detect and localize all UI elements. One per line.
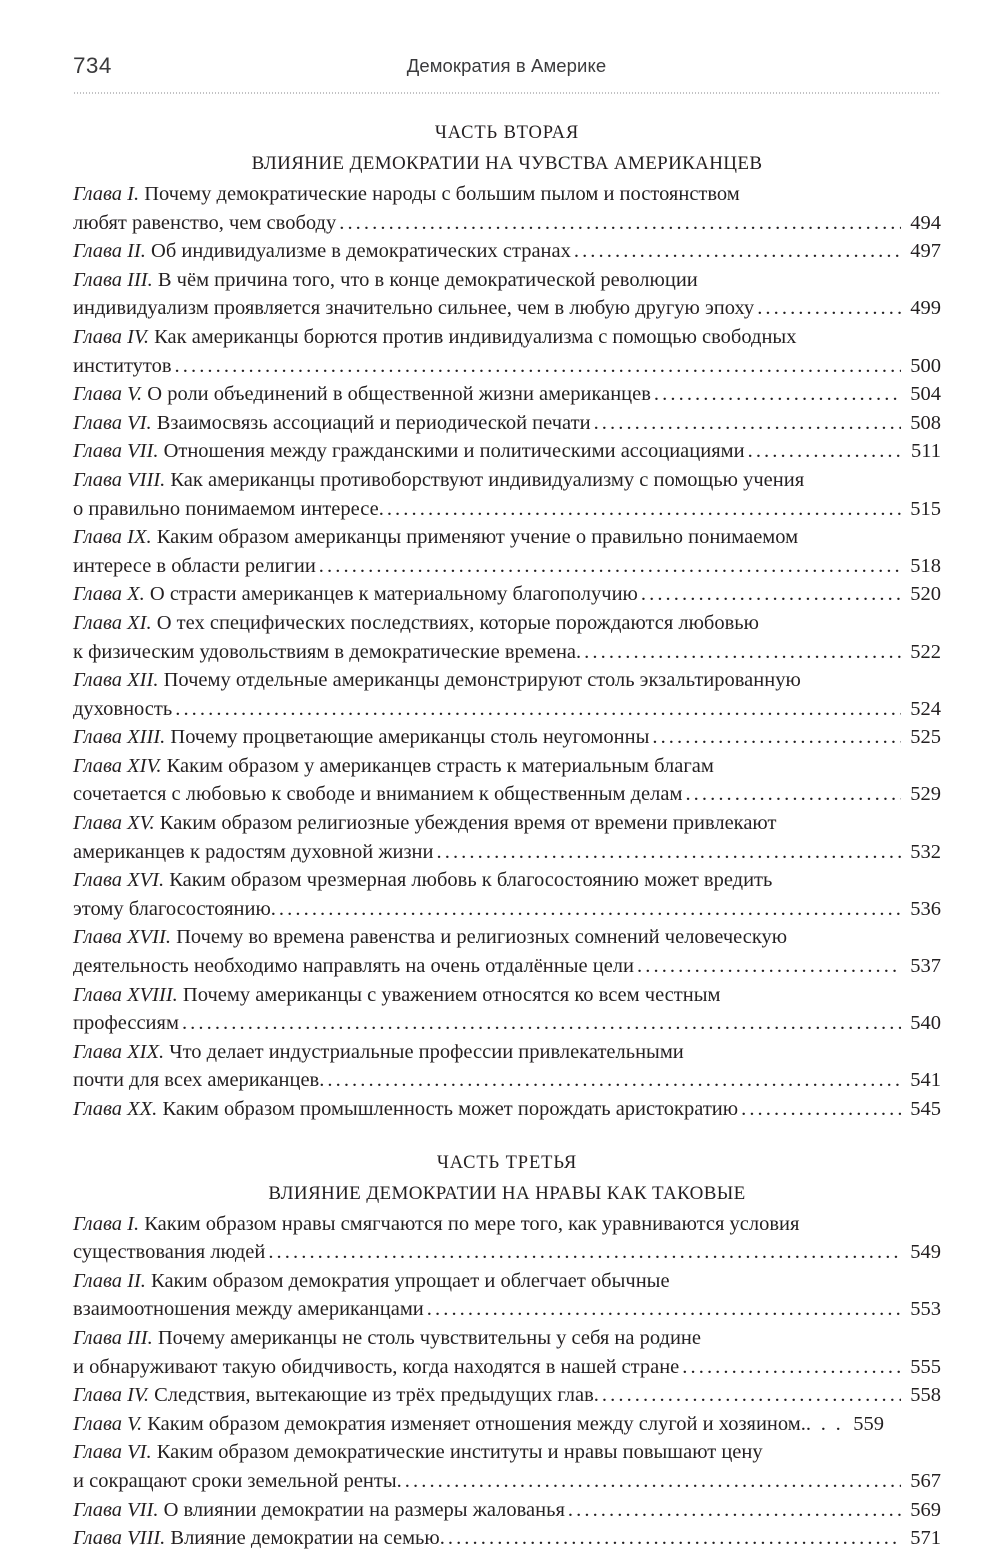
toc-entry[interactable]	[73, 866, 941, 923]
toc-entry-text: Отношения между гражданскими и политическими ассоциациями	[163, 440, 745, 463]
part-title: ВЛИЯНИЕ ДЕМОКРАТИИ НА ЧУВСТВА АМЕРИКАНЦЕВ	[251, 153, 763, 174]
toc-entry-final-line	[73, 780, 941, 809]
toc-entry-text: О страсти американцев к материальному благополучию	[149, 583, 638, 606]
toc-entry[interactable]	[73, 1438, 941, 1495]
toc-page-number: 520	[910, 583, 941, 606]
toc-entry-final-line	[73, 1238, 941, 1267]
toc-entry-text: духовность	[73, 697, 173, 720]
running-head-title: Демократия в Америке	[406, 55, 607, 76]
toc-entry-text: профессиям	[73, 1012, 179, 1035]
chapter-label: Глава X.	[73, 583, 150, 606]
toc-entry[interactable]	[73, 266, 941, 323]
toc-entry-final-line	[73, 1496, 941, 1525]
chapter-label: Глава III.	[73, 1326, 158, 1349]
toc-entry-final-line	[73, 952, 941, 981]
chapter-label: Глава XV.	[73, 812, 160, 835]
chapter-label: Глава I.	[73, 183, 145, 205]
dot-leader	[594, 409, 901, 438]
toc-entry-text: Почему отдельные американцы демонстрируют столь экзальтированную	[163, 669, 801, 692]
dot-leader	[175, 695, 901, 724]
chapter-label: Глава VI.	[73, 1441, 157, 1464]
toc-page-number: 541	[910, 1069, 941, 1092]
toc-entry-wrap-line	[73, 666, 941, 695]
toc-entry-final-line	[73, 237, 941, 266]
toc-entry[interactable]	[73, 466, 941, 523]
toc-entry-wrap-line	[73, 523, 941, 552]
part-heading-block	[73, 118, 941, 180]
toc-entry-wrap-line	[73, 1038, 941, 1067]
dot-leader	[602, 1381, 901, 1410]
page-header	[73, 52, 940, 86]
dot-leader: . . .	[805, 1412, 843, 1435]
toc-entry-text: Почему во времена равенства и религиозных сомнений человеческую	[176, 926, 788, 949]
toc-entry-text: любят равенство, чем свободу	[73, 211, 337, 234]
part-label: ЧАСТЬ ВТОРАЯ	[434, 123, 580, 143]
toc-entry-final-line	[73, 380, 941, 409]
toc-entry-text: Каким образом демократия упрощает и облегчает обычные	[151, 1269, 670, 1292]
chapter-label: Глава VII.	[73, 1498, 164, 1521]
chapter-label: Глава VII.	[73, 440, 164, 463]
toc-entry[interactable]	[73, 380, 941, 409]
toc-entry-text: Следствия, вытекающие из трёх предыдущих глав.	[154, 1384, 599, 1407]
chapter-label: Глава XII.	[73, 669, 164, 692]
toc-entry[interactable]	[73, 580, 941, 609]
toc-entry-text: Каким образом американцы применяют учение о правильно понимаемом	[156, 526, 799, 549]
toc-entry[interactable]	[73, 1524, 941, 1553]
toc-entry-text: почти для всех американцев.	[73, 1069, 325, 1092]
toc-entry-final-line	[73, 895, 941, 924]
toc-page-number: 500	[910, 354, 941, 377]
toc-entry-text: этому благосостоянию.	[73, 897, 276, 920]
toc-entry[interactable]	[73, 609, 941, 666]
dot-leader	[641, 580, 901, 609]
toc-entry-final-line	[73, 1009, 941, 1038]
toc-entry-text: американцев к радостям духовной жизни	[73, 840, 434, 863]
header-dotted-rule	[73, 92, 941, 94]
chapter-label: Глава IV.	[73, 325, 155, 348]
dot-leader	[319, 552, 901, 581]
toc-page-number: 494	[910, 211, 941, 234]
toc-page-number: 571	[910, 1527, 941, 1550]
dot-leader	[175, 352, 901, 381]
dot-leader	[584, 638, 901, 667]
toc-entry-wrap-line	[73, 180, 941, 209]
toc-page-number: 497	[910, 240, 941, 263]
toc-page-number: 545	[910, 1098, 941, 1120]
toc-entry-final-line	[73, 294, 941, 323]
toc-entry[interactable]	[73, 723, 941, 752]
toc-entry-final-line	[73, 209, 941, 238]
toc-entry-text: Почему процветающие американцы столь неугомонны	[170, 726, 650, 749]
chapter-label: Глава VI.	[73, 411, 157, 434]
toc-page-number: 522	[910, 640, 941, 663]
toc-entry-wrap-line	[73, 266, 941, 295]
toc-page-number: 555	[910, 1355, 941, 1378]
toc-entry[interactable]	[73, 666, 941, 723]
chapter-label: Глава II.	[73, 1269, 152, 1292]
toc-entry[interactable]	[73, 1267, 941, 1324]
toc-entry[interactable]	[73, 809, 941, 866]
toc-entry-wrap-line	[73, 866, 941, 895]
toc-entry-text: В чём причина того, что в конце демократической революции	[157, 268, 698, 291]
chapter-label: Глава II.	[73, 240, 152, 263]
toc-entry-text: О роли объединений в общественной жизни американцев	[147, 383, 651, 406]
dot-leader	[339, 209, 901, 238]
chapter-label: Глава XI.	[73, 611, 157, 634]
toc-entry-final-line	[73, 1066, 941, 1095]
toc-entry-wrap-line	[73, 1438, 941, 1467]
dot-leader	[387, 495, 901, 524]
toc-entry-wrap-line	[73, 981, 941, 1010]
toc-entry-text: Каким образом демократия изменяет отношения между слугой и хозяином.	[147, 1412, 806, 1435]
dot-leader	[637, 952, 901, 981]
toc-entry[interactable]	[73, 437, 941, 466]
dot-leader	[652, 723, 901, 752]
toc-entry-text: индивидуализм проявляется значительно сильнее, чем в любую другую эпоху	[73, 297, 755, 320]
toc-parts-container	[73, 118, 941, 1553]
toc-entry-text: Каким образом религиозные убеждения время от времени привлекают	[159, 812, 777, 835]
toc-entry-text: О влиянии демократии на размеры жалованья	[163, 1498, 565, 1521]
dot-leader	[682, 1353, 901, 1382]
toc-entry-text: Каким образом чрезмерная любовь к благосостоянию может вредить	[169, 869, 773, 892]
chapter-label: Глава III.	[73, 268, 158, 291]
chapter-label: Глава XVIII.	[73, 983, 183, 1006]
toc-entry-final-line	[73, 1381, 941, 1410]
toc-page-number: 540	[910, 1012, 941, 1035]
toc-entry-wrap-line	[73, 323, 941, 352]
part-label: ЧАСТЬ ТРЕТЬЯ	[436, 1152, 578, 1173]
toc-entry-text: существования людей	[73, 1241, 266, 1264]
toc-entry[interactable]	[73, 1496, 941, 1525]
chapter-label: Глава XIX.	[73, 1040, 170, 1063]
toc-entry-text: интересе в области религии	[73, 554, 316, 577]
dot-leader	[574, 237, 901, 266]
toc-page-number: 553	[910, 1298, 941, 1321]
chapter-label: Глава VIII.	[73, 1527, 171, 1550]
chapter-label: Глава XVII.	[73, 926, 177, 949]
toc-entry-text: и обнаруживают такую обидчивость, когда находятся в нашей стране	[73, 1355, 680, 1378]
toc-entry-text: Влияние демократии на семью.	[170, 1527, 445, 1550]
dot-leader	[268, 1238, 901, 1267]
dot-leader	[685, 780, 901, 809]
toc-page-number: 532	[910, 840, 941, 863]
toc-entry-wrap-line	[73, 809, 941, 838]
chapter-label: Глава V.	[73, 383, 148, 406]
dot-leader	[757, 294, 901, 323]
dot-leader	[427, 1295, 901, 1324]
toc-entry[interactable]	[73, 981, 941, 1038]
toc-entry[interactable]	[73, 523, 941, 580]
toc-entry-final-line	[73, 1095, 941, 1124]
toc-entry-wrap-line	[73, 609, 941, 638]
toc-entry-text: Об индивидуализме в демократических странах	[151, 240, 571, 263]
dot-leader	[437, 838, 902, 867]
chapter-label: Глава I.	[73, 1212, 145, 1235]
chapter-label: Глава IX.	[73, 526, 157, 549]
toc-page-number: 536	[910, 897, 941, 920]
toc-entry-final-line	[73, 838, 941, 867]
toc-entry[interactable]	[73, 323, 941, 380]
toc-entry-text: Почему американцы не столь чувствительны у себя на родине	[157, 1326, 702, 1349]
toc-entry-wrap-line	[73, 752, 941, 781]
toc-entry-final-line	[73, 1353, 941, 1382]
chapter-label: Глава XX.	[73, 1098, 163, 1120]
toc-page-number: 559	[853, 1412, 884, 1435]
toc-entry-text: Почему демократические народы с большим пылом и постоянством	[144, 183, 740, 205]
toc-page-number: 511	[911, 440, 941, 463]
toc-page-number: 567	[910, 1469, 941, 1492]
toc-entry-final-line	[73, 409, 941, 438]
toc-entry-wrap-line	[73, 923, 941, 952]
toc-entry-text: Почему американцы с уважением относятся ко всем честным	[182, 983, 721, 1006]
part-title: ВЛИЯНИЕ ДЕМОКРАТИИ НА НРАВЫ КАК ТАКОВЫЕ	[268, 1182, 746, 1204]
toc-entry-final-line	[73, 352, 941, 381]
chapter-label: Глава V.	[73, 1412, 148, 1435]
toc-entry-final-line	[73, 1524, 941, 1553]
toc-entry-text: Взаимосвязь ассоциаций и периодической печати	[156, 411, 591, 434]
toc-entry-wrap-line	[73, 1267, 941, 1296]
chapter-label: Глава IV.	[73, 1384, 155, 1407]
toc-entry-text: Как американцы противоборствуют индивидуализму с помощью учения	[170, 468, 805, 491]
dot-leader	[748, 437, 901, 466]
toc-entry[interactable]	[73, 1038, 941, 1095]
toc-entry-list	[73, 180, 941, 1124]
toc-entry-wrap-line	[73, 1210, 941, 1239]
toc-entry-text: Каким образом нравы смягчаются по мере того, как уравниваются условия	[144, 1212, 800, 1235]
toc-entry[interactable]	[73, 1324, 941, 1381]
toc-entry-final-line	[73, 1467, 941, 1496]
dot-leader	[327, 1066, 901, 1095]
toc-entry-final-line	[73, 695, 941, 724]
dot-leader	[741, 1095, 901, 1124]
toc-entry[interactable]	[73, 923, 941, 980]
toc-entry-text: к физическим удовольствиям в демократические времена.	[73, 640, 582, 663]
toc-entry[interactable]	[73, 237, 941, 266]
toc-entry[interactable]	[73, 752, 941, 809]
toc-page-number: 504	[910, 383, 941, 406]
toc-entry[interactable]	[73, 1095, 941, 1124]
part-heading-block	[73, 1124, 941, 1210]
chapter-label: Глава XIV.	[73, 754, 167, 777]
dot-leader	[279, 895, 901, 924]
toc-entry[interactable]	[73, 1210, 941, 1267]
toc-entry-text: институтов	[73, 354, 172, 377]
toc-entry[interactable]	[73, 1381, 941, 1410]
toc-entry-wrap-line	[73, 466, 941, 495]
toc-page-number: 558	[910, 1384, 941, 1407]
toc-content	[73, 118, 941, 1553]
toc-page-number: 524	[910, 697, 941, 720]
toc-entry-text: О тех специфических последствиях, которые порождаются любовью	[156, 611, 759, 634]
dot-leader	[568, 1496, 901, 1525]
toc-entry-text: Каким образом у американцев страсть к материальным благам	[166, 754, 714, 777]
chapter-label: Глава VIII.	[73, 468, 171, 491]
toc-page-number: 499	[910, 297, 941, 320]
toc-entry-text: Каким образом демократические институты и нравы повышают цену	[156, 1441, 763, 1464]
toc-page-number: 549	[910, 1241, 941, 1264]
chapter-label: Глава XIII.	[73, 726, 171, 749]
toc-entry[interactable]	[73, 409, 941, 438]
toc-entry[interactable]	[73, 180, 941, 237]
dot-leader	[182, 1009, 901, 1038]
toc-entry-text: взаимоотношения между американцами	[73, 1298, 424, 1321]
toc-entry-wrap-line	[73, 1324, 941, 1353]
toc-entry-final-line	[73, 1410, 941, 1439]
toc-entry-text: Каким образом промышленность может порождать аристократию	[162, 1098, 739, 1120]
dot-leader	[654, 380, 901, 409]
toc-entry-final-line	[73, 495, 941, 524]
chapter-label: Глава XVI.	[73, 869, 170, 892]
folio-number: 734	[73, 53, 112, 78]
toc-entry-final-line	[73, 723, 941, 752]
toc-page-number: 508	[910, 411, 941, 434]
toc-entry[interactable]	[73, 1410, 941, 1439]
toc-entry-final-line	[73, 552, 941, 581]
toc-entry-final-line	[73, 638, 941, 667]
toc-page-number: 529	[910, 783, 941, 806]
toc-entry-text: и сокращают сроки земельной ренты.	[73, 1469, 402, 1492]
toc-page-number: 518	[910, 554, 941, 577]
toc-page-number: 525	[910, 726, 941, 749]
toc-entry-text: о правильно понимаемом интересе.	[73, 497, 384, 520]
toc-entry-text: деятельность необходимо направлять на очень отдалённые цели	[73, 955, 635, 978]
toc-page-number: 537	[910, 955, 941, 978]
toc-page-number: 515	[910, 497, 941, 520]
toc-page-number: 569	[910, 1498, 941, 1521]
toc-entry-text: Что делает индустриальные профессии привлекательными	[169, 1040, 684, 1063]
dot-leader	[448, 1524, 901, 1553]
toc-entry-text: сочетается с любовью к свободе и вниманием к общественным делам	[73, 783, 683, 806]
toc-entry-final-line	[73, 1295, 941, 1324]
toc-entry-text: Как американцы борются против индивидуализма с помощью свободных	[154, 325, 797, 348]
dot-leader	[405, 1467, 901, 1496]
toc-entry-final-line	[73, 580, 941, 609]
toc-entry-final-line	[73, 437, 941, 466]
toc-entry-list	[73, 1210, 941, 1553]
